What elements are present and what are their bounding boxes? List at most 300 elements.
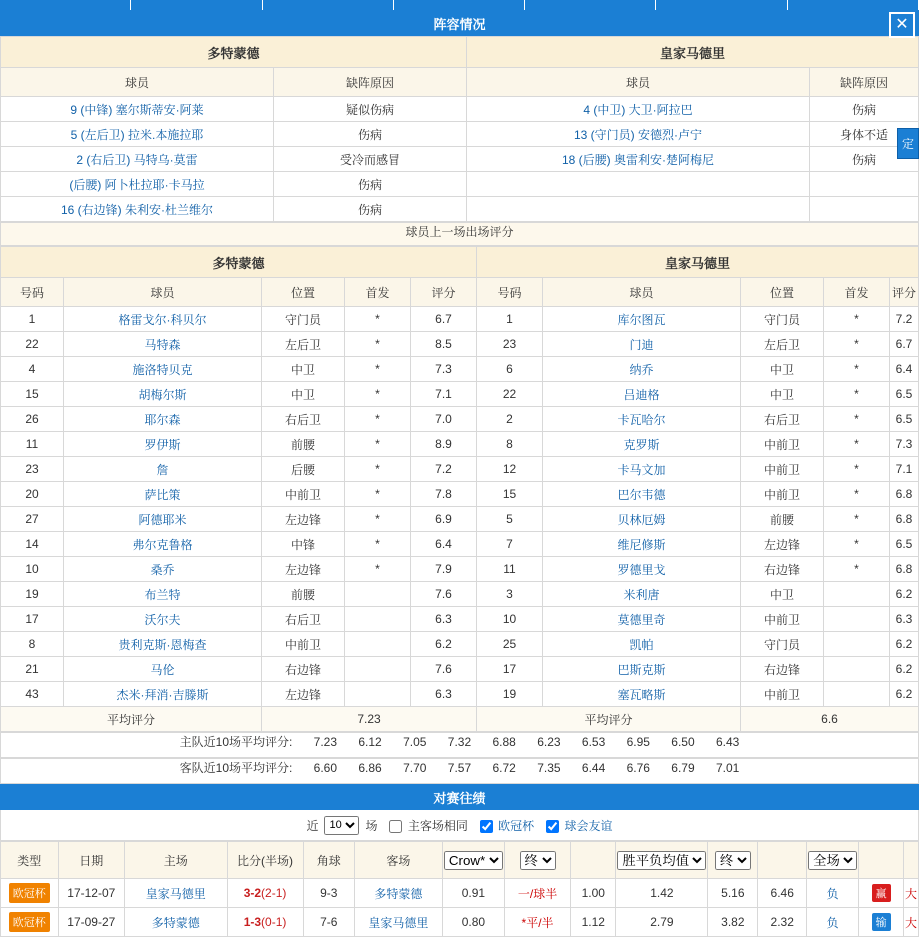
player-name[interactable]: 纳乔 bbox=[543, 357, 741, 382]
odds-draw: 3.82 bbox=[708, 908, 758, 937]
player-position: 中前卫 bbox=[741, 607, 824, 632]
absent-player[interactable]: 9 (中锋) 塞尔斯蒂安·阿莱 bbox=[1, 97, 274, 122]
table-row bbox=[1, 332, 919, 357]
player-rating: 6.3 bbox=[890, 607, 919, 632]
strip-cell bbox=[0, 0, 131, 10]
player-starter: * bbox=[345, 507, 411, 532]
odds-lose: 2.32 bbox=[758, 908, 807, 937]
recent-value: 6.12 bbox=[358, 735, 382, 749]
player-position: 守门员 bbox=[741, 307, 824, 332]
table-row bbox=[1, 507, 919, 532]
player-starter: * bbox=[345, 332, 411, 357]
table-row bbox=[1, 172, 919, 197]
player-rating: 7.8 bbox=[411, 482, 477, 507]
player-number: 6 bbox=[477, 357, 543, 382]
club-friendly-checkbox[interactable] bbox=[546, 820, 559, 833]
player-name[interactable]: 格雷戈尔·科贝尔 bbox=[64, 307, 262, 332]
table-row bbox=[1, 197, 919, 222]
player-position: 左边锋 bbox=[262, 557, 345, 582]
player-name[interactable]: 维尼修斯 bbox=[543, 532, 741, 557]
player-position: 中前卫 bbox=[262, 482, 345, 507]
player-number: 27 bbox=[1, 507, 64, 532]
absent-player[interactable]: (后腰) 阿卜杜拉耶·卡马拉 bbox=[1, 172, 274, 197]
col-reason-away: 缺阵原因 bbox=[810, 68, 919, 97]
odds-away: 1.12 bbox=[571, 908, 616, 937]
player-starter bbox=[345, 607, 411, 632]
absent-player[interactable]: 16 (右边锋) 朱利安·杜兰维尔 bbox=[1, 197, 274, 222]
player-rating: 6.8 bbox=[890, 507, 919, 532]
player-name[interactable]: 凯帕 bbox=[543, 632, 741, 657]
player-rating: 6.9 bbox=[411, 507, 477, 532]
ratings-column-header bbox=[1, 278, 919, 307]
player-position: 中锋 bbox=[262, 532, 345, 557]
absent-reason: 伤病 bbox=[274, 172, 467, 197]
ratings-table bbox=[0, 246, 919, 732]
absence-table bbox=[0, 36, 919, 222]
handicap: *平/半 bbox=[504, 908, 570, 937]
club-friendly-filter[interactable] bbox=[540, 817, 612, 834]
ratings-section-title: 球员上一场出场评分 bbox=[0, 222, 919, 246]
col-goals bbox=[903, 842, 918, 879]
player-name[interactable]: 库尔图瓦 bbox=[543, 307, 741, 332]
player-name[interactable]: 门迪 bbox=[543, 332, 741, 357]
ratings-team-header bbox=[1, 247, 919, 278]
venue-select[interactable] bbox=[808, 851, 857, 870]
player-rating: 7.1 bbox=[890, 457, 919, 482]
col-date: 日期 bbox=[58, 842, 125, 879]
corner-score: 7-6 bbox=[303, 908, 354, 937]
ucl-checkbox[interactable] bbox=[480, 820, 493, 833]
odds-lose: 6.46 bbox=[758, 879, 807, 908]
player-position: 前腰 bbox=[262, 432, 345, 457]
home-team[interactable]: 皇家马德里 bbox=[125, 879, 228, 908]
player-rating: 7.3 bbox=[890, 432, 919, 457]
odds-company-select[interactable] bbox=[444, 851, 503, 870]
player-starter: * bbox=[345, 457, 411, 482]
player-starter: * bbox=[345, 557, 411, 582]
player-position: 右后卫 bbox=[262, 607, 345, 632]
col-w bbox=[616, 842, 708, 879]
player-number: 7 bbox=[477, 532, 543, 557]
odds-phase2-select[interactable] bbox=[715, 851, 751, 870]
player-number: 19 bbox=[477, 682, 543, 707]
player-name[interactable]: 卡马文加 bbox=[543, 457, 741, 482]
absent-reason: 伤病 bbox=[274, 122, 467, 147]
pin-button[interactable]: 定 bbox=[897, 128, 919, 159]
player-starter: * bbox=[345, 307, 411, 332]
absent-reason bbox=[810, 172, 919, 197]
player-name[interactable]: 米利唐 bbox=[543, 582, 741, 607]
player-name[interactable]: 莫德里奇 bbox=[543, 607, 741, 632]
goals-result: 大 bbox=[903, 879, 918, 908]
player-position: 中卫 bbox=[262, 382, 345, 407]
player-starter: * bbox=[824, 532, 890, 557]
recent-value: 6.44 bbox=[581, 761, 606, 775]
home-recent-ratings bbox=[0, 732, 919, 758]
player-number: 19 bbox=[1, 582, 64, 607]
home-avg-value: 7.23 bbox=[262, 707, 477, 732]
player-name[interactable]: 罗伊斯 bbox=[64, 432, 262, 457]
col-number: 号码 bbox=[477, 278, 543, 307]
result: 负 bbox=[807, 908, 859, 937]
col-rating: 评分 bbox=[890, 278, 919, 307]
player-starter: * bbox=[345, 532, 411, 557]
player-rating: 6.5 bbox=[890, 532, 919, 557]
player-rating: 6.7 bbox=[890, 332, 919, 357]
player-starter: * bbox=[824, 407, 890, 432]
player-position: 守门员 bbox=[741, 632, 824, 657]
player-name[interactable]: 弗尔克鲁格 bbox=[64, 532, 262, 557]
odds-away: 1.00 bbox=[571, 879, 616, 908]
player-number: 5 bbox=[477, 507, 543, 532]
player-number: 21 bbox=[1, 657, 64, 682]
player-name[interactable]: 桑乔 bbox=[64, 557, 262, 582]
recent-value: 7.70 bbox=[403, 761, 427, 775]
odds-home: 0.80 bbox=[442, 908, 504, 937]
player-position: 左后卫 bbox=[741, 332, 824, 357]
match-score bbox=[227, 908, 303, 937]
corner-score: 9-3 bbox=[303, 879, 354, 908]
player-name[interactable]: 罗德里戈 bbox=[543, 557, 741, 582]
player-rating: 6.2 bbox=[890, 582, 919, 607]
recent-value: 6.23 bbox=[537, 735, 561, 749]
ucl-filter[interactable] bbox=[474, 817, 534, 834]
player-position: 中卫 bbox=[741, 582, 824, 607]
player-starter: * bbox=[824, 432, 890, 457]
absence-team-header bbox=[1, 37, 919, 68]
player-name[interactable]: 詹 bbox=[64, 457, 262, 482]
player-number: 8 bbox=[477, 432, 543, 457]
col-player: 球员 bbox=[543, 278, 741, 307]
handicap-result: 赢 bbox=[859, 879, 904, 908]
type-badge: 欧冠杯 bbox=[9, 912, 50, 932]
player-starter bbox=[824, 657, 890, 682]
dialog-title-bar bbox=[0, 10, 919, 36]
player-number: 25 bbox=[477, 632, 543, 657]
player-position: 中卫 bbox=[741, 357, 824, 382]
col-away: 客场 bbox=[354, 842, 442, 879]
player-position: 中前卫 bbox=[741, 482, 824, 507]
col-l bbox=[758, 842, 807, 879]
same-venue-checkbox[interactable] bbox=[389, 820, 402, 833]
strip-cell bbox=[525, 0, 656, 10]
away-team-name: 皇家马德里 bbox=[477, 247, 919, 278]
player-rating: 6.8 bbox=[890, 482, 919, 507]
strip-cell bbox=[788, 0, 919, 10]
col-starter: 首发 bbox=[345, 278, 411, 307]
player-rating: 6.5 bbox=[890, 407, 919, 432]
match-type bbox=[1, 908, 59, 937]
odds-home: 0.91 bbox=[442, 879, 504, 908]
player-number: 22 bbox=[477, 382, 543, 407]
player-starter: * bbox=[824, 307, 890, 332]
odds-model-select[interactable] bbox=[617, 851, 706, 870]
player-rating: 7.6 bbox=[411, 582, 477, 607]
player-rating: 6.4 bbox=[411, 532, 477, 557]
table-row bbox=[1, 607, 919, 632]
col-odds-home bbox=[442, 842, 504, 879]
away-team-name: 皇家马德里 bbox=[467, 37, 919, 68]
strip-cell bbox=[263, 0, 394, 10]
player-rating: 6.3 bbox=[411, 607, 477, 632]
player-starter bbox=[345, 582, 411, 607]
table-row bbox=[1, 307, 919, 332]
recent-value: 7.23 bbox=[313, 735, 338, 749]
absent-player[interactable]: 4 (中卫) 大卫·阿拉巴 bbox=[467, 97, 810, 122]
home-team-name: 多特蒙德 bbox=[1, 247, 477, 278]
player-number: 17 bbox=[1, 607, 64, 632]
player-name[interactable]: 杰米·拜消·吉滕斯 bbox=[64, 682, 262, 707]
player-name[interactable]: 克罗斯 bbox=[543, 432, 741, 457]
player-position: 左边锋 bbox=[262, 682, 345, 707]
player-number: 11 bbox=[477, 557, 543, 582]
player-rating: 7.9 bbox=[411, 557, 477, 582]
player-number: 10 bbox=[1, 557, 64, 582]
table-row bbox=[1, 557, 919, 582]
absence-column-header bbox=[1, 68, 919, 97]
h2h-column-header bbox=[1, 842, 919, 879]
player-name[interactable]: 巴斯克斯 bbox=[543, 657, 741, 682]
recent-value: 6.95 bbox=[626, 735, 650, 749]
recent-value: 7.01 bbox=[716, 761, 740, 775]
top-strip bbox=[0, 0, 919, 10]
ucl-label: 欧冠杯 bbox=[498, 818, 535, 833]
absent-player[interactable]: 5 (左后卫) 拉米.本施拉耶 bbox=[1, 122, 274, 147]
player-starter: * bbox=[824, 457, 890, 482]
recent-value: 6.79 bbox=[671, 761, 695, 775]
player-number: 4 bbox=[1, 357, 64, 382]
close-icon[interactable]: ✕ bbox=[889, 12, 915, 38]
player-rating: 6.7 bbox=[411, 307, 477, 332]
col-corner: 角球 bbox=[303, 842, 354, 879]
player-starter: * bbox=[824, 557, 890, 582]
h2h-filter-bar bbox=[0, 810, 919, 841]
player-name[interactable]: 贝林厄姆 bbox=[543, 507, 741, 532]
strip-cell bbox=[131, 0, 262, 10]
col-result bbox=[807, 842, 859, 879]
player-starter: * bbox=[345, 357, 411, 382]
odds-draw: 5.16 bbox=[708, 879, 758, 908]
player-rating: 7.1 bbox=[411, 382, 477, 407]
away-team[interactable]: 皇家马德里 bbox=[354, 908, 442, 937]
player-rating: 6.2 bbox=[890, 682, 919, 707]
player-position: 右边锋 bbox=[741, 657, 824, 682]
player-starter bbox=[824, 682, 890, 707]
player-name[interactable]: 耶尔森 bbox=[64, 407, 262, 432]
col-handicap-result bbox=[859, 842, 904, 879]
col-d bbox=[708, 842, 758, 879]
recent-value: 6.72 bbox=[492, 761, 516, 775]
player-starter bbox=[345, 632, 411, 657]
table-row[interactable] bbox=[1, 908, 919, 937]
away-avg-label: 平均评分 bbox=[477, 707, 741, 732]
filter-suffix: 场 bbox=[365, 818, 378, 833]
table-row bbox=[1, 682, 919, 707]
player-position: 前腰 bbox=[262, 582, 345, 607]
player-starter bbox=[345, 682, 411, 707]
table-row bbox=[1, 122, 919, 147]
player-starter: * bbox=[824, 357, 890, 382]
same-venue-filter[interactable] bbox=[383, 817, 467, 834]
club-friendly-label: 球会友谊 bbox=[564, 818, 613, 833]
table-row bbox=[1, 457, 919, 482]
col-starter: 首发 bbox=[824, 278, 890, 307]
player-number: 8 bbox=[1, 632, 64, 657]
player-position: 右边锋 bbox=[262, 657, 345, 682]
player-name[interactable]: 贵利克斯·恩梅查 bbox=[64, 632, 262, 657]
player-position: 中前卫 bbox=[741, 682, 824, 707]
absent-player bbox=[467, 172, 810, 197]
player-rating: 6.2 bbox=[411, 632, 477, 657]
table-row bbox=[1, 147, 919, 172]
match-date: 17-12-07 bbox=[58, 879, 125, 908]
absent-reason: 伤病 bbox=[810, 147, 919, 172]
col-score: 比分(半场) bbox=[227, 842, 303, 879]
match-type bbox=[1, 879, 59, 908]
player-number: 17 bbox=[477, 657, 543, 682]
player-position: 前腰 bbox=[741, 507, 824, 532]
fulltime-score: 1-3 bbox=[243, 915, 262, 929]
player-name[interactable]: 胡梅尔斯 bbox=[64, 382, 262, 407]
player-rating: 7.6 bbox=[411, 657, 477, 682]
table-row bbox=[1, 582, 919, 607]
player-position: 中卫 bbox=[262, 357, 345, 382]
recent-value: 7.35 bbox=[537, 761, 561, 775]
col-position: 位置 bbox=[262, 278, 345, 307]
player-number: 12 bbox=[477, 457, 543, 482]
table-row bbox=[1, 432, 919, 457]
recent-value: 6.60 bbox=[313, 761, 338, 775]
same-venue-label: 主客场相同 bbox=[407, 818, 468, 833]
absent-reason: 身体不适 bbox=[810, 122, 919, 147]
result: 负 bbox=[807, 879, 859, 908]
player-name[interactable]: 萨比策 bbox=[64, 482, 262, 507]
col-reason-home: 缺阵原因 bbox=[274, 68, 467, 97]
player-number: 15 bbox=[477, 482, 543, 507]
match-date: 17-09-27 bbox=[58, 908, 125, 937]
player-starter: * bbox=[824, 482, 890, 507]
player-number: 1 bbox=[1, 307, 64, 332]
recent-value: 6.86 bbox=[358, 761, 382, 775]
handicap: 一/球半 bbox=[504, 879, 570, 908]
away-recent-ratings bbox=[0, 758, 919, 784]
average-row bbox=[1, 707, 919, 732]
player-name[interactable]: 塞瓦略斯 bbox=[543, 682, 741, 707]
player-name[interactable]: 吕迪格 bbox=[543, 382, 741, 407]
h2h-section-title: 对赛往绩 bbox=[0, 784, 919, 810]
player-starter: * bbox=[824, 382, 890, 407]
player-number: 2 bbox=[477, 407, 543, 432]
col-type: 类型 bbox=[1, 842, 59, 879]
table-row bbox=[1, 632, 919, 657]
player-starter: * bbox=[824, 332, 890, 357]
strip-cell bbox=[394, 0, 525, 10]
player-position: 守门员 bbox=[262, 307, 345, 332]
halftime-score: (2-1) bbox=[261, 886, 287, 900]
player-rating: 7.0 bbox=[411, 407, 477, 432]
player-number: 15 bbox=[1, 382, 64, 407]
absent-player[interactable]: 18 (后腰) 奥雷利安·楚阿梅尼 bbox=[467, 147, 810, 172]
player-name[interactable]: 巴尔韦德 bbox=[543, 482, 741, 507]
recent-value: 6.43 bbox=[716, 735, 740, 749]
handicap-result: 输 bbox=[859, 908, 904, 937]
player-rating: 7.3 bbox=[411, 357, 477, 382]
player-number: 23 bbox=[1, 457, 64, 482]
player-number: 23 bbox=[477, 332, 543, 357]
player-name[interactable]: 阿德耶米 bbox=[64, 507, 262, 532]
table-row bbox=[1, 532, 919, 557]
col-odds-away bbox=[571, 842, 616, 879]
recent-value: 7.57 bbox=[447, 761, 472, 775]
table-row bbox=[1, 657, 919, 682]
player-position: 右后卫 bbox=[741, 407, 824, 432]
table-row bbox=[1, 97, 919, 122]
player-number: 14 bbox=[1, 532, 64, 557]
col-handicap bbox=[504, 842, 570, 879]
player-rating: 8.5 bbox=[411, 332, 477, 357]
player-starter bbox=[824, 632, 890, 657]
player-position: 中前卫 bbox=[741, 432, 824, 457]
recent-value: 6.88 bbox=[492, 735, 516, 749]
home-team[interactable]: 多特蒙德 bbox=[125, 908, 228, 937]
absent-reason: 疑似伤病 bbox=[274, 97, 467, 122]
player-rating: 6.2 bbox=[890, 657, 919, 682]
player-position: 中卫 bbox=[741, 382, 824, 407]
player-number: 11 bbox=[1, 432, 64, 457]
absent-player[interactable]: 13 (守门员) 安德烈·卢宁 bbox=[467, 122, 810, 147]
table-row[interactable] bbox=[1, 879, 919, 908]
absent-reason bbox=[810, 197, 919, 222]
away-team[interactable]: 多特蒙德 bbox=[354, 879, 442, 908]
table-row bbox=[1, 482, 919, 507]
away-avg-value: 6.6 bbox=[741, 707, 919, 732]
odds-phase-select[interactable] bbox=[520, 851, 556, 870]
col-position: 位置 bbox=[741, 278, 824, 307]
player-number: 43 bbox=[1, 682, 64, 707]
halftime-score: (0-1) bbox=[261, 915, 287, 929]
player-name[interactable]: 布兰特 bbox=[64, 582, 262, 607]
player-name[interactable]: 施洛特贝克 bbox=[64, 357, 262, 382]
type-badge: 欧冠杯 bbox=[9, 883, 50, 903]
recent-value: 6.50 bbox=[671, 735, 695, 749]
match-score bbox=[227, 879, 303, 908]
player-rating: 7.2 bbox=[411, 457, 477, 482]
player-name[interactable]: 马伦 bbox=[64, 657, 262, 682]
match-count-select[interactable] bbox=[324, 816, 359, 835]
player-name[interactable]: 卡瓦哈尔 bbox=[543, 407, 741, 432]
away-recent-label: 客队近10场平均评分: bbox=[179, 761, 293, 775]
absent-reason: 伤病 bbox=[810, 97, 919, 122]
recent-value: 6.76 bbox=[626, 761, 650, 775]
player-number: 22 bbox=[1, 332, 64, 357]
page-title: 阵容情况 bbox=[433, 16, 486, 32]
col-player-home: 球员 bbox=[1, 68, 274, 97]
player-starter: * bbox=[345, 382, 411, 407]
table-row bbox=[1, 382, 919, 407]
player-number: 10 bbox=[477, 607, 543, 632]
player-starter bbox=[345, 657, 411, 682]
absent-player[interactable]: 2 (右后卫) 马特乌·莫雷 bbox=[1, 147, 274, 172]
player-starter: * bbox=[345, 482, 411, 507]
home-avg-label: 平均评分 bbox=[1, 707, 262, 732]
player-rating: 8.9 bbox=[411, 432, 477, 457]
player-name[interactable]: 马特森 bbox=[64, 332, 262, 357]
recent-value: 7.05 bbox=[403, 735, 427, 749]
strip-cell bbox=[656, 0, 787, 10]
player-starter: * bbox=[824, 507, 890, 532]
player-position: 中前卫 bbox=[262, 632, 345, 657]
player-name[interactable]: 沃尔夫 bbox=[64, 607, 262, 632]
